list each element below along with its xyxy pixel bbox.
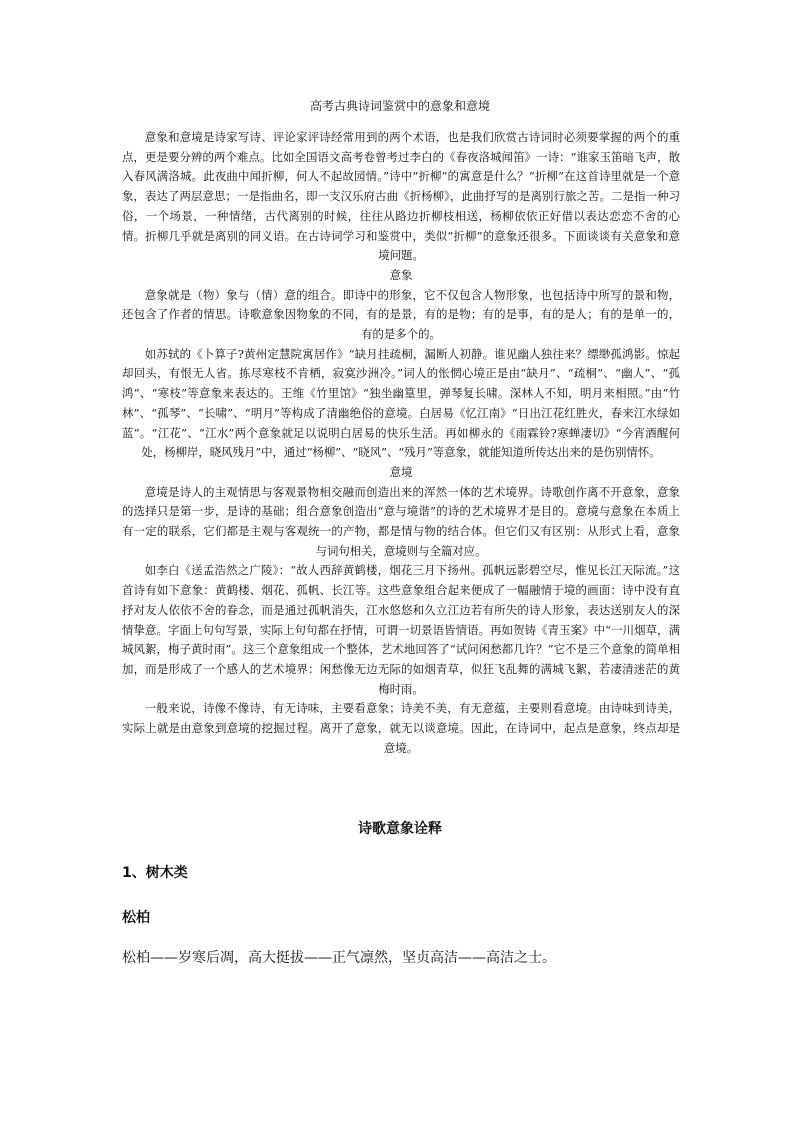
article-body — [122, 128, 680, 759]
document-title: 高考古典诗词鉴赏中的意象和意境 — [309, 99, 490, 113]
section-title-yijing: 意境 — [389, 464, 413, 479]
intro-paragraph: 意象和意境是诗家写诗、评论家评诗经常用到的两个术语，也是我们欣赏古诗词时必须要掌握的两个的重点，更是要分辨的两个难点。比如全国语文高考卷曾考过李白的《春夜洛城闻笛》一诗：“谁家玉笛暗飞声，散入春风满洛城。此夜曲中闻折柳，何人不起故园情。”诗中“折柳”的寓意是什么？“折柳”在这首诗里就是一个意象，表达了两层意思；一是指曲名，即一支汉乐府古曲《折杨柳》，此曲抒写的是离别行旅之苦。二是指一种习俗，一个场景，一种情绪，古代离别的时候，往往从路边折柳枝相送，杨柳依依正好借以表达恋恋不舍的心情。折柳几乎就是离别的同义语。在古诗词学习和鉴赏中，类似“折柳”的意象还很多。下面谈谈有关意象和意境问题。 — [122, 130, 680, 263]
yijing-paragraph-2: 如李白《送孟浩然之广陵》：“故人西辞黄鹤楼，烟花三月下扬州。孤帆远影碧空尽，惟见长江天际流。”这首诗有如下意象：黄鹤楼、烟花、孤帆、长江等。这些意象组合起来便成了一幅融情于境的画面：诗中没有直抒对友人依依不舍的眷念，而是通过孤帆消失，江水悠悠和久立江边若有所失的诗人形象，表达送别友人的深情挚意。字面上句句写景，实际上句句都在抒情，可谓一切景语皆情语。再如贺铸《青玉案》中“一川烟草，满城风絮，梅子黄时雨”。这三个意象组成一个整体，艺术地回答了“试问闲愁都几许？”它不是三个意象的简单相加，而是形成了一个感人的艺术境界：闲愁像无边无际的如烟青草，似狂飞乱舞的满城飞絮，若凄清迷茫的黄梅时雨。 — [122, 563, 680, 696]
section-title-yixiang: 意象 — [389, 267, 413, 282]
conclusion-paragraph: 一般来说，诗像不像诗，有无诗味，主要看意象；诗美不美，有无意蕴，主要则看意境。由诗味到诗美，实际上就是由意象到意境的挖掘过程。离开了意象，就无以谈意境。因此，在诗词中，起点是意象，终点却是意境。 — [122, 701, 680, 755]
main-heading: 诗歌意象诠释 — [358, 821, 442, 837]
yijing-paragraph-1: 意境是诗人的主观情思与客观景物相交融而创造出来的浑然一体的艺术境界。诗歌创作离不开意象，意象的选择只是第一步，是诗的基础；组合意象创造出“意与境谐”的诗的艺术境界才是目的。意境与意象在本质上有一定的联系，它们都是主观与客观统一的产物，都是情与物的结合体。但它们又有区别：从形式上看，意象与词句相关，意境则与全篇对应。 — [122, 484, 680, 558]
category-heading: 1、树木类 — [122, 865, 188, 881]
yixiang-paragraph-2: 如苏轼的《卜算子?黄州定慧院寓居作》“缺月挂疏桐，漏断人初静。谁见幽人独往来？缥缈孤鸿影。惊起却回头，有恨无人省。拣尽寒枝不肯栖，寂寞沙洲冷。”词人的怅惘心境正是由“缺月”、“疏桐”、“幽人”、“孤鸿”、“寒枝”等意象来表达的。王维《竹里馆》“独坐幽篁里，弹琴复长啸。深林人不知，明月来相照。”由“竹林”、“孤琴”、“长啸”、“明月”等构成了清幽绝俗的意境。白居易《忆江南》“日出江花红胜火，春来江水绿如蓝”。“江花”、“江水”两个意象就足以说明白居易的快乐生活。再如柳永的《雨霖铃?寒蝉凄切》“今宵酒醒何处，杨柳岸，晓风残月”中，通过“杨柳”、“晓风”、“残月”等意象，就能知道所传达出来的是伤别情怀。 — [122, 346, 680, 460]
item-heading: 松柏 — [122, 910, 150, 926]
yixiang-paragraph-1: 意象就是（物）象与（情）意的组合。即诗中的形象，它不仅包含人物形象，也包括诗中所写的景和物，还包含了作者的情思。诗歌意象因物象的不同，有的是景，有的是物；有的是事，有的是人；有的是单一的，有的是多个的。 — [122, 287, 680, 342]
item-description: 松柏——岁寒后凋，高大挺拔——正气凛然，坚贞高洁——高洁之士。 — [122, 950, 556, 966]
